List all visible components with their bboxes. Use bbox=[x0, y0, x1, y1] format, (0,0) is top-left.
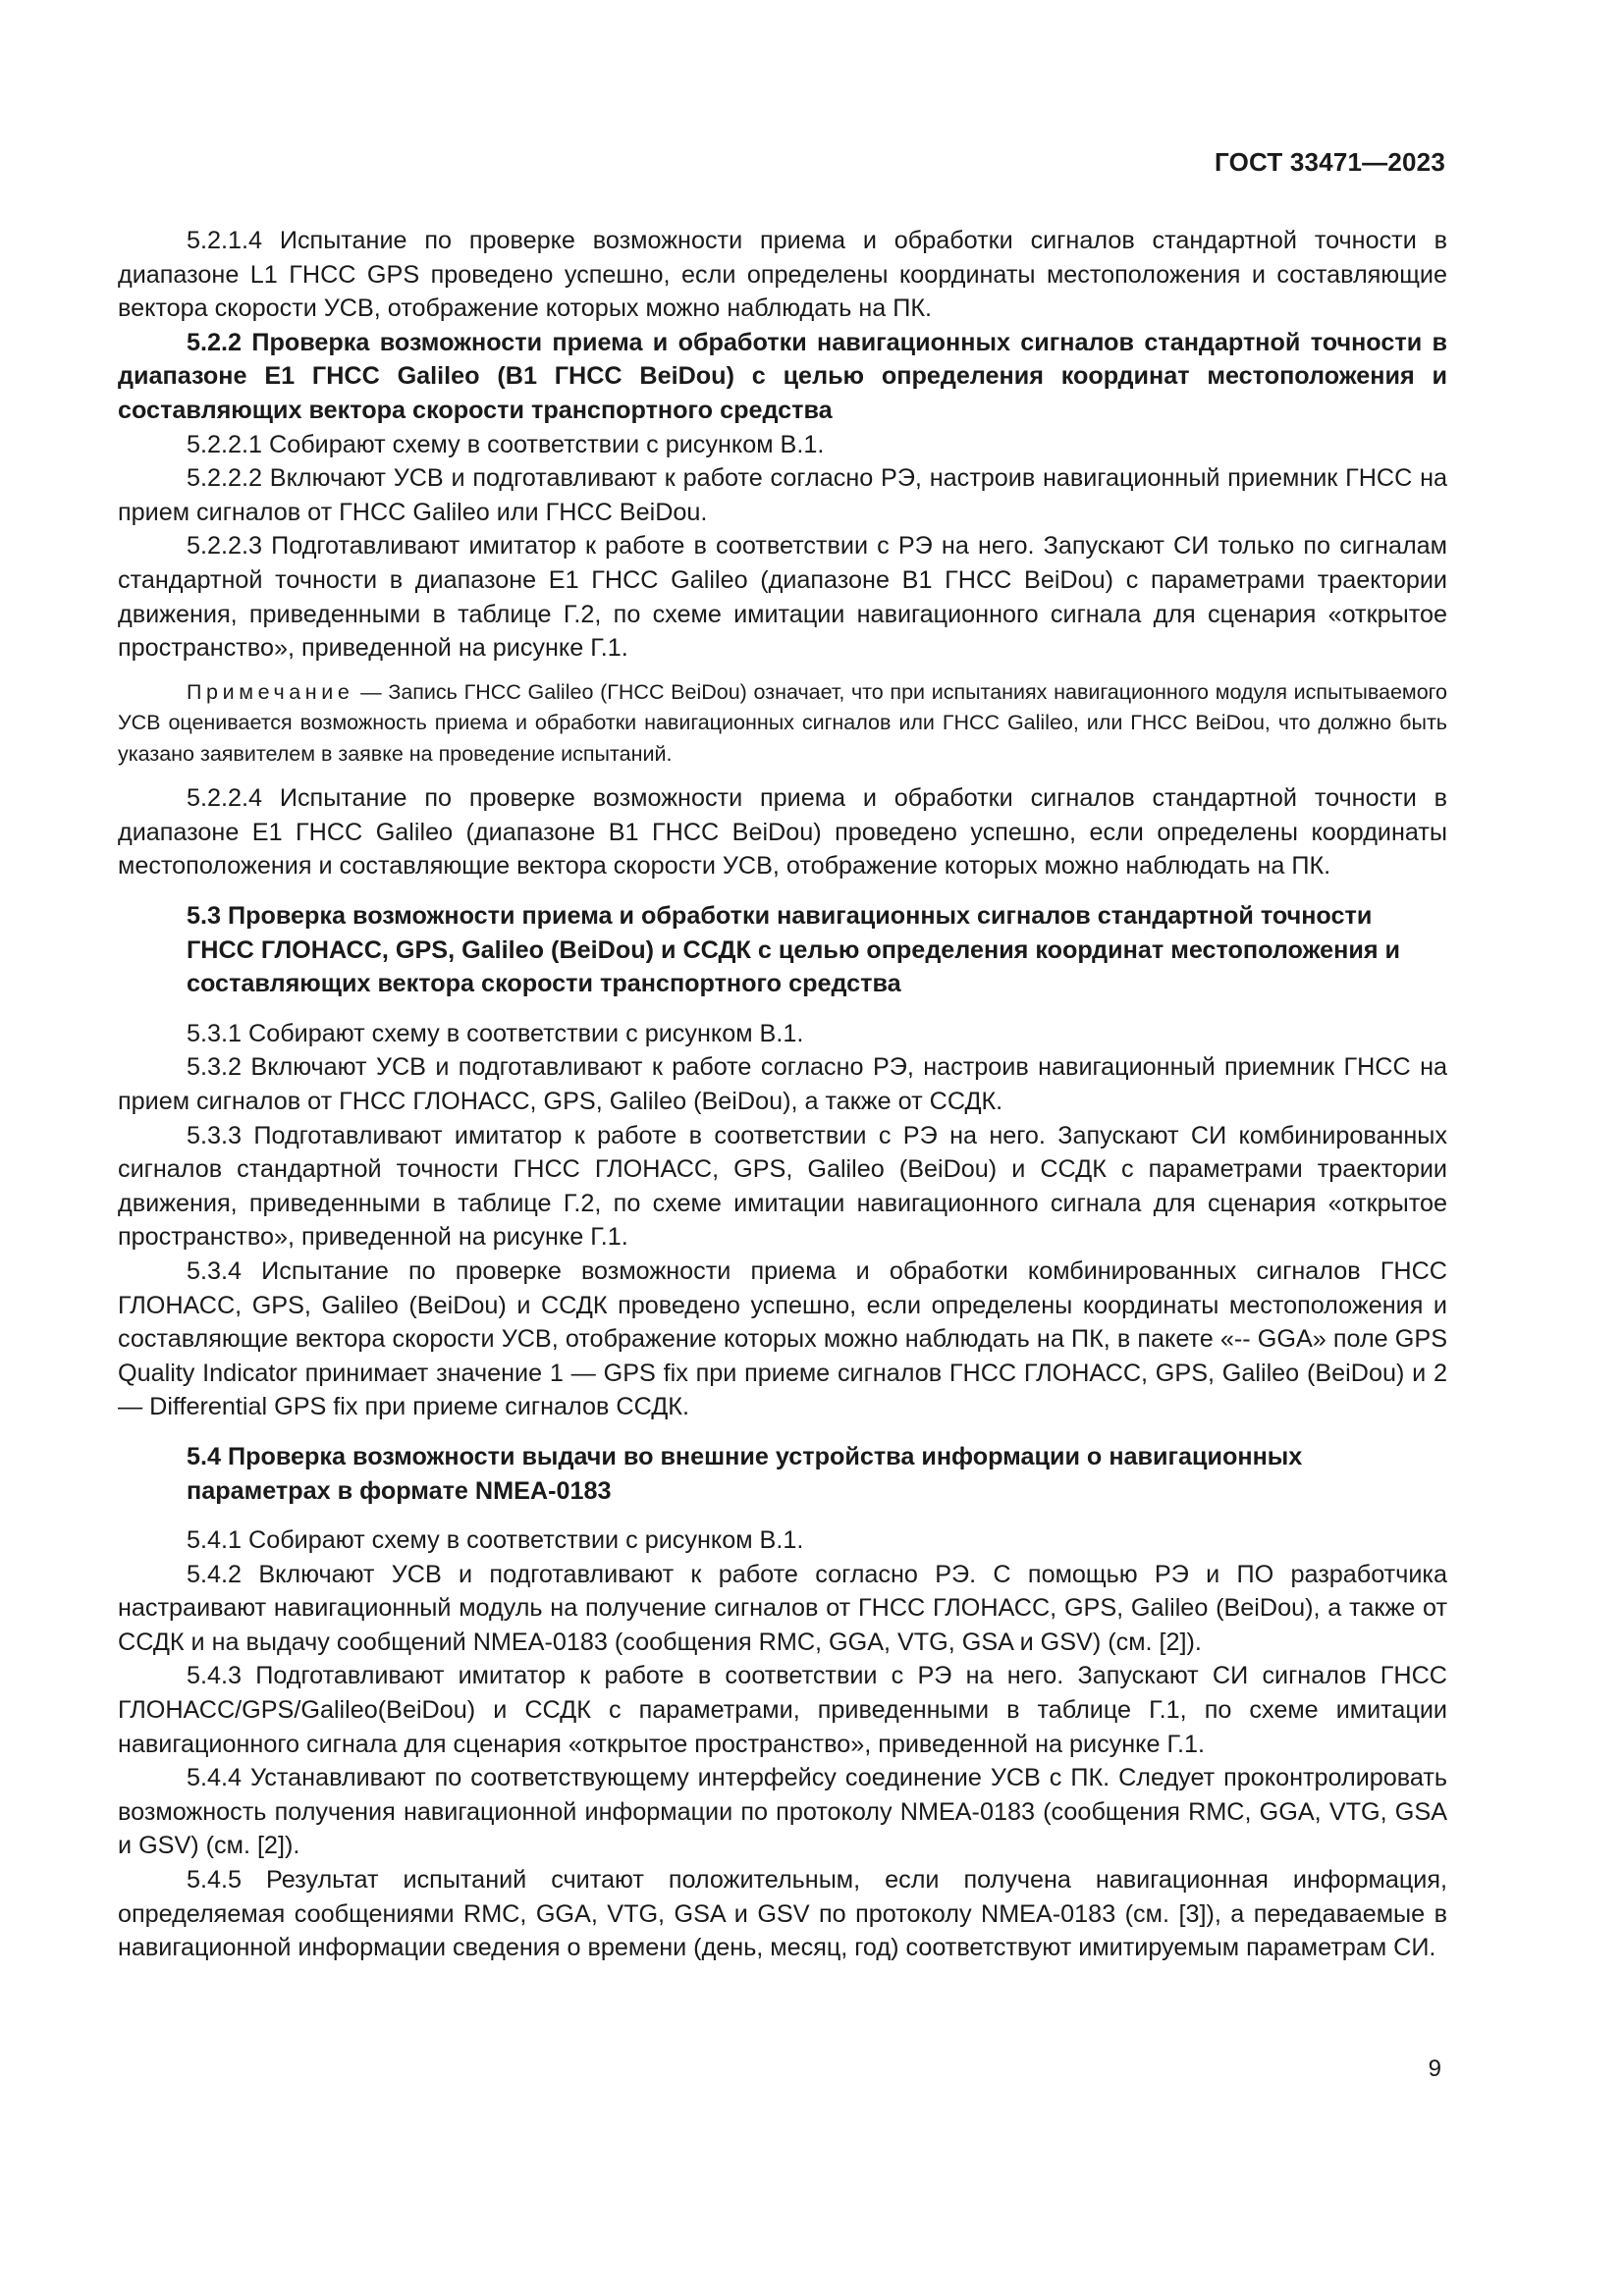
section-heading-5-3: 5.3 Проверка возможности приема и обработки навигационных сигналов стандартной точности ГНСС ГЛОНАСС, GPS, Galileo (BeiDou) и ССДК с целью определения координат местоположения и составляющих вектора скорости транспортного средства bbox=[187, 902, 1401, 998]
paragraph-5-2-2-3: 5.2.2.3 Подготавливают имитатор к работе в соответствии с РЭ на него. Запускают СИ только по сигналам стандартной точности в диапазоне E1 ГНСС Galileo (диапазоне B1 ГНСС BeiDou) с параметрами траектории движения, приведенными в таблице Г.2, по схеме имитации навигационного сигнала для сценария «открытое пространство», приведенной на рисунке Г.1. bbox=[118, 532, 1447, 663]
paragraph-5-2-2-4: 5.2.2.4 Испытание по проверке возможности приема и обработки сигналов стандартной точности в диапазоне E1 ГНСС Galileo (диапазоне B1 ГНСС BeiDou) проведено успешно, если определены координаты местоположения и составляющие вектора скорости УСВ, отображение которых можно наблюдать на ПК. bbox=[118, 784, 1447, 881]
paragraph-5-3-3: 5.3.3 Подготавливают имитатор к работе в соответствии с РЭ на него. Запускают СИ комбинированных сигналов стандартной точности ГНСС ГЛОНАСС, GPS, Galileo (BeiDou) и ССДК с параметрами траектории движения, приведенными в таблице Г.2, по схеме имитации навигационного сигнала для сценария «открытое пространство», приведенной на рисунке Г.1. bbox=[118, 1121, 1447, 1252]
note bbox=[118, 677, 1447, 771]
note-label: Примечание bbox=[187, 679, 354, 704]
paragraph-5-2-1-4: 5.2.1.4 Испытание по проверке возможности приема и обработки сигналов стандартной точности в диапазоне L1 ГНСС GPS проведено успешно, если определены координаты местоположения и составляющие вектора скорости УСВ, отображение которых можно наблюдать на ПК. bbox=[118, 227, 1447, 323]
paragraph-5-3-1: 5.3.1 Собирают схему в соответствии с рисунком В.1. bbox=[187, 1019, 804, 1047]
paragraph-5-4-2: 5.4.2 Включают УСВ и подготавливают к работе согласно РЭ. С помощью РЭ и ПО разработчика настраивают навигационный модуль на получение сигналов от ГНСС ГЛОНАСС, GPS, Galileo (BeiDou), а также от ССДК и на выдачу сообщений NMEA-0183 (сообщения RMC, GGA, VTG, GSA и GSV) (см. [2]). bbox=[118, 1560, 1447, 1656]
paragraph-5-3-4: 5.3.4 Испытание по проверке возможности приема и обработки комбинированных сигналов ГНСС ГЛОНАСС, GPS, Galileo (BeiDou) и ССДК проведено успешно, если определены координаты местоположения и составляющие вектора скорости УСВ, отображение которых можно наблюдать на ПК, в пакете «-- GGA» поле GPS Quality Indicator принимает значение 1 — GPS fix при приеме сигналов ГНСС ГЛОНАСС, GPS, Galileo (BeiDou) и 2 — Differential GPS fix при приеме сигналов ССДК. bbox=[118, 1256, 1447, 1421]
page-body bbox=[118, 224, 1447, 1965]
paragraph-5-4-3: 5.4.3 Подготавливают имитатор к работе в соответствии с РЭ на него. Запускают СИ сигналов ГНСС ГЛОНАСС/GPS/Galileo(BeiDou) и ССДК с параметрами, приведенными в таблице Г.1, по схеме имитации навигационного сигнала для сценария «открытое пространство», приведенной на рисунке Г.1. bbox=[118, 1662, 1447, 1758]
paragraph-5-4-4: 5.4.4 Устанавливают по соответствующему интерфейсу соединение УСВ с ПК. Следует проконтролировать возможность получения навигационной информации по протоколу NMEA-0183 (сообщения RMC, GGA, VTG, GSA и GSV) (см. [2]). bbox=[118, 1764, 1447, 1860]
paragraph-5-4-1: 5.4.1 Собирают схему в соответствии с рисунком В.1. bbox=[187, 1526, 804, 1555]
paragraph-5-2-2-1: 5.2.2.1 Собирают схему в соответствии с рисунком В.1. bbox=[187, 430, 825, 458]
paragraph-5-3-2: 5.3.2 Включают УСВ и подготавливают к работе согласно РЭ, настроив навигационный приемник ГНСС на прием сигналов от ГНСС ГЛОНАСС, GPS, Galileo (BeiDou), а также от ССДК. bbox=[118, 1053, 1447, 1115]
subsection-heading-5-2-2: 5.2.2 Проверка возможности приема и обработки навигационных сигналов стандартной точности в диапазоне E1 ГНСС Galileo (B1 ГНСС BeiDou) с целью определения координат местоположения и составляющих вектора скорости транспортного средства bbox=[118, 328, 1447, 424]
note-text: — Запись ГНСС Galileo (ГНСС BeiDou) означает, что при испытаниях навигационного модуля испытываемого УСВ оценивается возможность приема и обработки навигационных сигналов или ГНСС Galileo, или ГНСС BeiDou, что должно быть указано заявителем в заявке на проведение испытаний. bbox=[118, 679, 1447, 766]
document-code: ГОСТ 33471—2023 bbox=[1215, 147, 1445, 177]
page-number: 9 bbox=[1428, 2056, 1441, 2082]
paragraph-5-2-2-2: 5.2.2.2 Включают УСВ и подготавливают к работе согласно РЭ, настроив навигационный приемник ГНСС на прием сигналов от ГНСС Galileo или ГНСС BeiDou. bbox=[118, 464, 1447, 526]
section-heading-5-4: 5.4 Проверка возможности выдачи во внешние устройства информации о навигационных параметрах в формате NMEA-0183 bbox=[187, 1442, 1303, 1505]
paragraph-5-4-5: 5.4.5 Результат испытаний считают положительным, если получена навигационная информация, определяемая сообщениями RMC, GGA, VTG, GSA и GSV по протоколу NMEA-0183 (см. [3]), а передаваемые в навигационной информации сведения о времени (день, месяц, год) соответствуют имитируемым параметрам СИ. bbox=[118, 1866, 1447, 1962]
